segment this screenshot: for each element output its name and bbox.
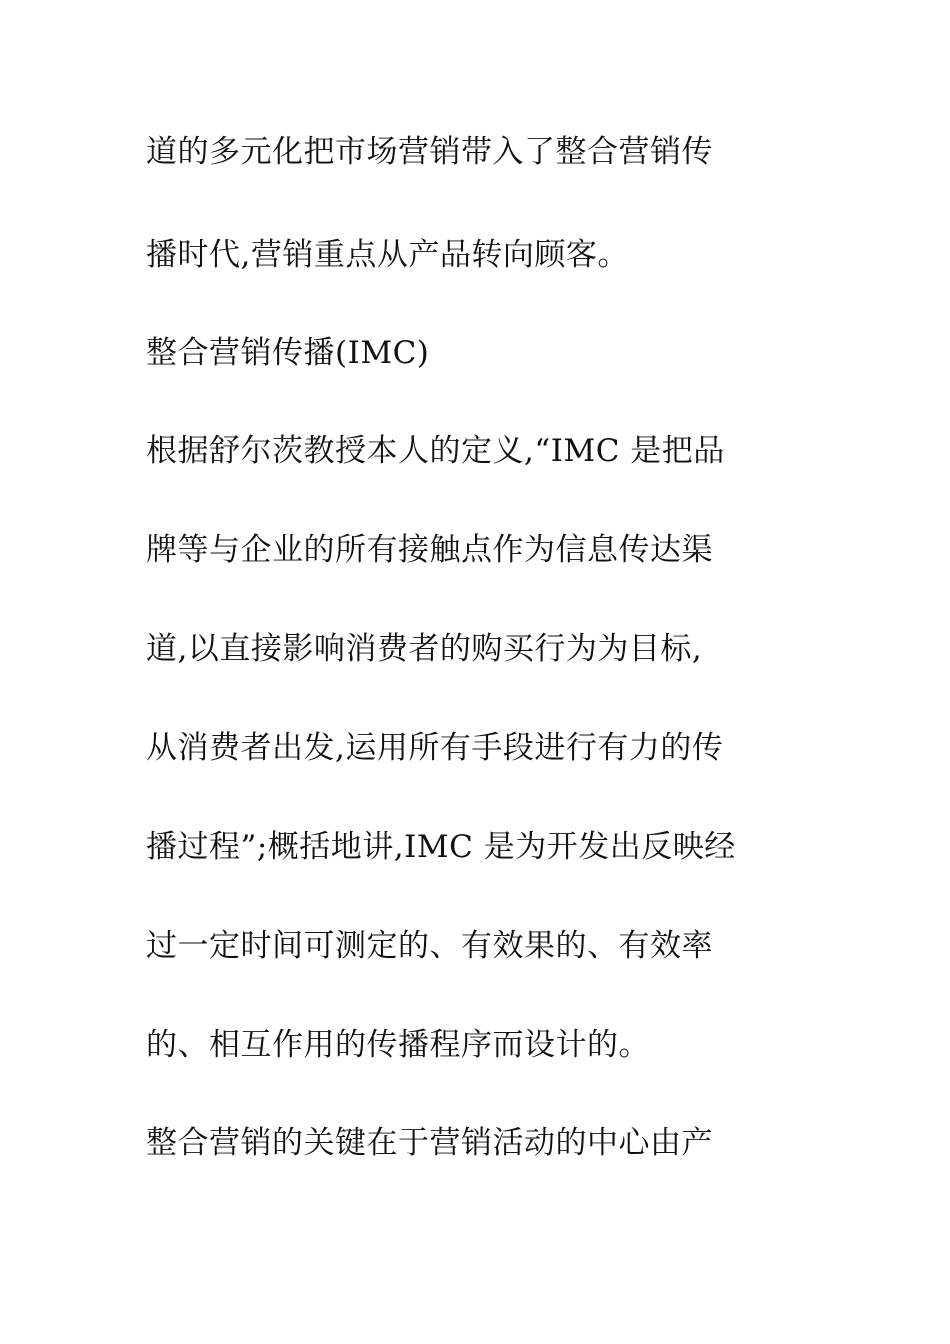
text-line: 道的多元化把市场营销带入了整合营销传 — [146, 134, 713, 170]
text-line: 道,以直接影响消费者的购买行为为目标, — [146, 631, 703, 667]
text-line: 整合营销的关键在于营销活动的中心由产 — [146, 1125, 713, 1161]
text-line: 根据舒尔茨教授本人的定义,“IMC 是把品 — [146, 433, 725, 469]
text-line: 过一定时间可测定的、有效果的、有效率 — [146, 928, 713, 964]
section-heading: 整合营销传播(IMC) — [146, 335, 430, 371]
text-line: 播时代,营销重点从产品转向顾客。 — [146, 237, 629, 273]
text-line: 牌等与企业的所有接触点作为信息传达渠 — [146, 532, 713, 568]
text-line: 从消费者出发,运用所有手段进行有力的传 — [146, 730, 724, 766]
text-line: 的、相互作用的传播程序而设计的。 — [146, 1027, 650, 1063]
text-line: 播过程”;概括地讲,IMC 是为开发出反映经 — [146, 829, 736, 865]
